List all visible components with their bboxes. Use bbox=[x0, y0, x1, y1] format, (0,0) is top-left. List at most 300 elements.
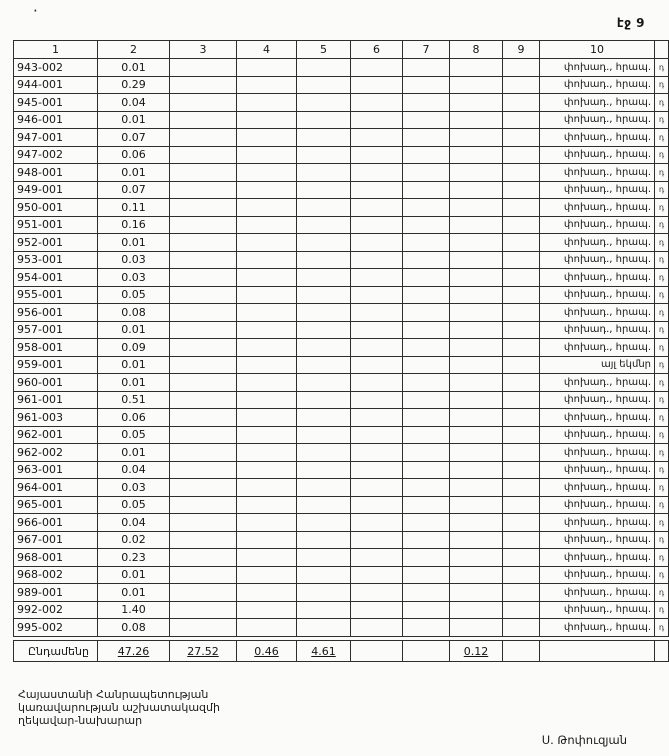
empty-cell bbox=[351, 76, 403, 94]
empty-cell bbox=[297, 426, 351, 444]
empty-cell bbox=[503, 584, 540, 602]
empty-cell bbox=[297, 286, 351, 304]
empty-cell bbox=[170, 531, 237, 549]
empty-cell bbox=[450, 216, 503, 234]
empty-cell bbox=[351, 584, 403, 602]
code-cell: 961-001 bbox=[14, 391, 98, 409]
note-cell: փոխադ., հրապ. bbox=[540, 199, 655, 217]
empty-cell bbox=[450, 619, 503, 637]
empty-cell bbox=[170, 94, 237, 112]
value-cell: 0.03 bbox=[98, 269, 170, 287]
empty-cell bbox=[503, 356, 540, 374]
note-cell: փոխադ., հրապ. bbox=[540, 181, 655, 199]
empty-cell bbox=[351, 391, 403, 409]
table-row bbox=[14, 461, 669, 479]
empty-cell bbox=[297, 531, 351, 549]
note-cell: փոխադ., հրապ. bbox=[540, 496, 655, 514]
empty-cell bbox=[170, 479, 237, 497]
value-cell: 0.07 bbox=[98, 129, 170, 147]
empty-cell bbox=[297, 59, 351, 77]
empty-cell bbox=[351, 146, 403, 164]
empty-cell bbox=[503, 374, 540, 392]
empty-cell bbox=[403, 356, 450, 374]
empty-cell bbox=[351, 321, 403, 339]
value-cell: 0.01 bbox=[98, 584, 170, 602]
empty-cell bbox=[503, 321, 540, 339]
empty-cell bbox=[351, 59, 403, 77]
empty-cell bbox=[237, 304, 297, 322]
empty-cell bbox=[297, 479, 351, 497]
empty-cell bbox=[503, 391, 540, 409]
table-row bbox=[14, 426, 669, 444]
empty-cell bbox=[170, 286, 237, 304]
empty-cell bbox=[403, 269, 450, 287]
empty-cell bbox=[450, 409, 503, 427]
margin-mark: դ bbox=[655, 444, 669, 462]
table-row bbox=[14, 584, 669, 602]
table-row bbox=[14, 251, 669, 269]
table-row bbox=[14, 444, 669, 462]
margin-mark: դ bbox=[655, 619, 669, 637]
empty-cell bbox=[297, 514, 351, 532]
empty-cell bbox=[297, 76, 351, 94]
empty-cell bbox=[403, 181, 450, 199]
code-cell: 953-001 bbox=[14, 251, 98, 269]
empty-cell bbox=[237, 339, 297, 357]
empty-cell bbox=[503, 339, 540, 357]
total-value: 4.61 bbox=[297, 641, 351, 662]
table-row bbox=[14, 619, 669, 637]
margin-mark: դ bbox=[655, 496, 669, 514]
empty-cell bbox=[403, 339, 450, 357]
note-cell: փոխադ., հրապ. bbox=[540, 111, 655, 129]
margin-mark: դ bbox=[655, 321, 669, 339]
empty-cell bbox=[351, 531, 403, 549]
empty-cell bbox=[450, 111, 503, 129]
empty-cell bbox=[170, 146, 237, 164]
empty-cell bbox=[297, 181, 351, 199]
empty-cell bbox=[351, 129, 403, 147]
margin-mark: դ bbox=[655, 531, 669, 549]
margin-mark: դ bbox=[655, 584, 669, 602]
margin-mark: դ bbox=[655, 146, 669, 164]
code-cell: 989-001 bbox=[14, 584, 98, 602]
empty-cell bbox=[170, 199, 237, 217]
note-cell: փոխադ., հրապ. bbox=[540, 94, 655, 112]
table-row bbox=[14, 531, 669, 549]
empty-cell bbox=[170, 76, 237, 94]
value-cell: 0.04 bbox=[98, 461, 170, 479]
empty-cell bbox=[403, 94, 450, 112]
empty-cell bbox=[351, 164, 403, 182]
empty-cell bbox=[237, 321, 297, 339]
empty-cell bbox=[403, 164, 450, 182]
empty-cell bbox=[351, 269, 403, 287]
code-cell: 960-001 bbox=[14, 374, 98, 392]
table-row bbox=[14, 339, 669, 357]
margin-mark bbox=[655, 641, 669, 662]
empty-cell bbox=[297, 444, 351, 462]
code-cell: 957-001 bbox=[14, 321, 98, 339]
code-cell: 958-001 bbox=[14, 339, 98, 357]
empty-cell bbox=[503, 566, 540, 584]
empty-cell bbox=[351, 181, 403, 199]
empty-cell bbox=[450, 549, 503, 567]
column-header: 9 bbox=[503, 41, 540, 59]
empty-cell bbox=[351, 619, 403, 637]
note-cell: փոխադ., հրապ. bbox=[540, 146, 655, 164]
empty-cell bbox=[351, 94, 403, 112]
note-cell: փոխադ., հրապ. bbox=[540, 164, 655, 182]
margin-mark: դ bbox=[655, 181, 669, 199]
empty-cell bbox=[351, 199, 403, 217]
value-cell: 0.03 bbox=[98, 251, 170, 269]
margin-mark: դ bbox=[655, 199, 669, 217]
empty-cell bbox=[403, 111, 450, 129]
table-row bbox=[14, 514, 669, 532]
note-cell: փոխադ., հրապ. bbox=[540, 601, 655, 619]
code-cell: 948-001 bbox=[14, 164, 98, 182]
empty-cell bbox=[237, 444, 297, 462]
empty-cell bbox=[450, 269, 503, 287]
empty-cell bbox=[503, 234, 540, 252]
empty-cell bbox=[403, 479, 450, 497]
empty-cell bbox=[450, 391, 503, 409]
margin-mark: դ bbox=[655, 76, 669, 94]
code-cell: 966-001 bbox=[14, 514, 98, 532]
empty-cell bbox=[503, 479, 540, 497]
empty-cell bbox=[351, 251, 403, 269]
empty-cell bbox=[351, 339, 403, 357]
value-cell: 0.23 bbox=[98, 549, 170, 567]
issuer-line-3: ղեկավար-նախարար bbox=[18, 714, 143, 727]
code-cell: 968-001 bbox=[14, 549, 98, 567]
table-row bbox=[14, 111, 669, 129]
empty-cell bbox=[450, 146, 503, 164]
note-cell: փոխադ., հրապ. bbox=[540, 549, 655, 567]
empty-cell bbox=[450, 496, 503, 514]
code-cell: 964-001 bbox=[14, 479, 98, 497]
note-cell: այլ եկմնր bbox=[540, 356, 655, 374]
empty-cell bbox=[170, 601, 237, 619]
empty-cell bbox=[351, 514, 403, 532]
empty-cell bbox=[450, 426, 503, 444]
value-cell: 0.01 bbox=[98, 321, 170, 339]
column-header: 8 bbox=[450, 41, 503, 59]
issuer-line-1: Հայաստանի Հանրապետության bbox=[18, 688, 209, 701]
empty-cell bbox=[237, 409, 297, 427]
table-row bbox=[14, 199, 669, 217]
code-cell: 949-001 bbox=[14, 181, 98, 199]
empty-cell bbox=[297, 461, 351, 479]
empty-cell bbox=[237, 531, 297, 549]
empty-cell bbox=[503, 409, 540, 427]
empty-cell bbox=[450, 286, 503, 304]
empty-cell bbox=[351, 374, 403, 392]
empty-cell bbox=[351, 601, 403, 619]
empty-cell bbox=[403, 514, 450, 532]
value-cell: 0.01 bbox=[98, 444, 170, 462]
code-cell: 947-002 bbox=[14, 146, 98, 164]
table-row bbox=[14, 181, 669, 199]
note-cell: փոխադ., հրապ. bbox=[540, 584, 655, 602]
empty-cell bbox=[351, 461, 403, 479]
empty-cell bbox=[403, 199, 450, 217]
value-cell: 0.05 bbox=[98, 496, 170, 514]
empty-cell bbox=[503, 94, 540, 112]
empty-cell bbox=[403, 619, 450, 637]
empty-cell bbox=[403, 374, 450, 392]
empty-cell bbox=[503, 59, 540, 77]
empty-cell bbox=[297, 339, 351, 357]
empty-cell bbox=[237, 216, 297, 234]
empty-cell bbox=[503, 549, 540, 567]
empty-cell bbox=[237, 374, 297, 392]
margin-mark: դ bbox=[655, 251, 669, 269]
empty-cell bbox=[297, 304, 351, 322]
empty-cell bbox=[450, 181, 503, 199]
empty-cell bbox=[297, 409, 351, 427]
margin-mark: դ bbox=[655, 461, 669, 479]
empty-cell bbox=[297, 199, 351, 217]
code-cell: 962-002 bbox=[14, 444, 98, 462]
empty-cell bbox=[351, 426, 403, 444]
total-value: 47.26 bbox=[98, 641, 170, 662]
empty-cell bbox=[237, 59, 297, 77]
empty-cell bbox=[237, 146, 297, 164]
note-cell: փոխադ., հրապ. bbox=[540, 251, 655, 269]
note-cell: փոխադ., հրապ. bbox=[540, 129, 655, 147]
empty-cell bbox=[237, 479, 297, 497]
empty-cell bbox=[403, 496, 450, 514]
column-header: 10 bbox=[540, 41, 655, 59]
value-cell: 0.16 bbox=[98, 216, 170, 234]
empty-cell bbox=[170, 514, 237, 532]
empty-cell bbox=[450, 76, 503, 94]
value-cell: 0.51 bbox=[98, 391, 170, 409]
value-cell: 0.01 bbox=[98, 374, 170, 392]
empty-cell bbox=[503, 426, 540, 444]
empty-cell bbox=[351, 356, 403, 374]
empty-cell bbox=[297, 356, 351, 374]
empty-cell bbox=[503, 146, 540, 164]
empty-cell bbox=[450, 584, 503, 602]
empty-cell bbox=[237, 601, 297, 619]
total-value: 0.46 bbox=[237, 641, 297, 662]
margin-column-header bbox=[655, 41, 669, 59]
header-row bbox=[14, 41, 669, 59]
empty-cell bbox=[450, 601, 503, 619]
margin-mark: դ bbox=[655, 111, 669, 129]
empty-cell bbox=[351, 111, 403, 129]
note-cell: փոխադ., հրապ. bbox=[540, 444, 655, 462]
empty-cell bbox=[170, 461, 237, 479]
value-cell: 0.05 bbox=[98, 286, 170, 304]
note-cell: փոխադ., հրապ. bbox=[540, 59, 655, 77]
code-cell: 956-001 bbox=[14, 304, 98, 322]
empty-cell bbox=[403, 391, 450, 409]
empty-cell bbox=[503, 304, 540, 322]
code-cell: 944-001 bbox=[14, 76, 98, 94]
empty-cell bbox=[403, 59, 450, 77]
value-cell: 0.01 bbox=[98, 566, 170, 584]
empty-cell bbox=[237, 461, 297, 479]
empty-cell bbox=[237, 164, 297, 182]
empty-cell bbox=[170, 549, 237, 567]
margin-mark: դ bbox=[655, 356, 669, 374]
empty-cell bbox=[403, 549, 450, 567]
empty-cell bbox=[503, 496, 540, 514]
column-header: 3 bbox=[170, 41, 237, 59]
empty-cell bbox=[450, 339, 503, 357]
margin-mark: դ bbox=[655, 566, 669, 584]
empty-cell bbox=[170, 566, 237, 584]
empty-cell bbox=[403, 129, 450, 147]
margin-mark: դ bbox=[655, 164, 669, 182]
note-cell: փոխադ., հրապ. bbox=[540, 391, 655, 409]
empty-cell bbox=[170, 409, 237, 427]
code-cell: 952-001 bbox=[14, 234, 98, 252]
empty-cell bbox=[403, 321, 450, 339]
column-header: 4 bbox=[237, 41, 297, 59]
empty-cell bbox=[170, 321, 237, 339]
issuer-block bbox=[18, 688, 220, 727]
empty-cell bbox=[403, 146, 450, 164]
column-header: 2 bbox=[98, 41, 170, 59]
value-cell: 0.08 bbox=[98, 304, 170, 322]
table-row bbox=[14, 129, 669, 147]
empty-cell bbox=[170, 111, 237, 129]
table-row bbox=[14, 146, 669, 164]
empty-cell bbox=[237, 356, 297, 374]
empty-cell bbox=[237, 181, 297, 199]
empty-cell bbox=[351, 496, 403, 514]
note-cell: փոխադ., հրապ. bbox=[540, 566, 655, 584]
signature-name: Ս. Թոփուզյան bbox=[541, 733, 627, 747]
margin-mark: դ bbox=[655, 549, 669, 567]
empty-cell bbox=[297, 251, 351, 269]
table-row bbox=[14, 76, 669, 94]
table-row bbox=[14, 216, 669, 234]
value-cell: 0.07 bbox=[98, 181, 170, 199]
empty-cell bbox=[237, 391, 297, 409]
table-row bbox=[14, 286, 669, 304]
table-row bbox=[14, 391, 669, 409]
empty-cell bbox=[403, 409, 450, 427]
empty-cell bbox=[297, 94, 351, 112]
note-cell: փոխադ., հրապ. bbox=[540, 321, 655, 339]
empty-cell bbox=[237, 566, 297, 584]
empty-cell bbox=[297, 129, 351, 147]
empty-cell bbox=[450, 251, 503, 269]
value-cell: 0.11 bbox=[98, 199, 170, 217]
empty-cell bbox=[351, 234, 403, 252]
empty-cell bbox=[237, 269, 297, 287]
value-cell: 0.01 bbox=[98, 234, 170, 252]
empty-cell bbox=[351, 479, 403, 497]
empty-cell bbox=[503, 216, 540, 234]
empty-cell bbox=[170, 129, 237, 147]
empty-cell bbox=[170, 164, 237, 182]
code-cell: 963-001 bbox=[14, 461, 98, 479]
empty-cell bbox=[237, 286, 297, 304]
empty-cell bbox=[237, 514, 297, 532]
value-cell: 0.09 bbox=[98, 339, 170, 357]
empty-cell bbox=[170, 181, 237, 199]
total-empty-cell bbox=[351, 641, 403, 662]
note-cell: փոխադ., հրապ. bbox=[540, 619, 655, 637]
table-row bbox=[14, 496, 669, 514]
margin-mark: դ bbox=[655, 269, 669, 287]
empty-cell bbox=[170, 496, 237, 514]
table-row bbox=[14, 269, 669, 287]
empty-cell bbox=[297, 584, 351, 602]
empty-cell bbox=[450, 234, 503, 252]
empty-cell bbox=[170, 426, 237, 444]
empty-cell bbox=[170, 356, 237, 374]
margin-mark: դ bbox=[655, 479, 669, 497]
code-cell: 951-001 bbox=[14, 216, 98, 234]
empty-cell bbox=[403, 251, 450, 269]
table-row bbox=[14, 234, 669, 252]
empty-cell bbox=[170, 444, 237, 462]
code-cell: 945-001 bbox=[14, 94, 98, 112]
empty-cell bbox=[503, 129, 540, 147]
empty-cell bbox=[503, 76, 540, 94]
empty-cell bbox=[237, 94, 297, 112]
empty-cell bbox=[503, 199, 540, 217]
empty-cell bbox=[297, 111, 351, 129]
empty-cell bbox=[170, 59, 237, 77]
table-row bbox=[14, 409, 669, 427]
empty-cell bbox=[297, 496, 351, 514]
empty-cell bbox=[503, 111, 540, 129]
table-row bbox=[14, 374, 669, 392]
note-cell: փոխադ., հրապ. bbox=[540, 514, 655, 532]
empty-cell bbox=[450, 321, 503, 339]
margin-mark: դ bbox=[655, 426, 669, 444]
empty-cell bbox=[403, 531, 450, 549]
empty-cell bbox=[403, 584, 450, 602]
empty-cell bbox=[450, 199, 503, 217]
empty-cell bbox=[237, 129, 297, 147]
note-cell: փոխադ., հրապ. bbox=[540, 216, 655, 234]
empty-cell bbox=[403, 461, 450, 479]
empty-cell bbox=[237, 76, 297, 94]
note-cell: փոխադ., հրապ. bbox=[540, 374, 655, 392]
empty-cell bbox=[351, 566, 403, 584]
margin-mark: դ bbox=[655, 409, 669, 427]
empty-cell bbox=[297, 234, 351, 252]
empty-cell bbox=[237, 496, 297, 514]
issuer-line-2: կառավարության աշխատակազմի bbox=[18, 701, 220, 714]
table-row bbox=[14, 601, 669, 619]
empty-cell bbox=[351, 444, 403, 462]
empty-cell bbox=[450, 444, 503, 462]
empty-cell bbox=[170, 269, 237, 287]
empty-cell bbox=[503, 531, 540, 549]
empty-cell bbox=[237, 426, 297, 444]
code-cell: 947-001 bbox=[14, 129, 98, 147]
empty-cell bbox=[351, 304, 403, 322]
empty-cell bbox=[297, 601, 351, 619]
table-row bbox=[14, 356, 669, 374]
margin-mark: դ bbox=[655, 59, 669, 77]
table-row bbox=[14, 59, 669, 77]
value-cell: 1.40 bbox=[98, 601, 170, 619]
empty-cell bbox=[170, 216, 237, 234]
empty-cell bbox=[503, 514, 540, 532]
